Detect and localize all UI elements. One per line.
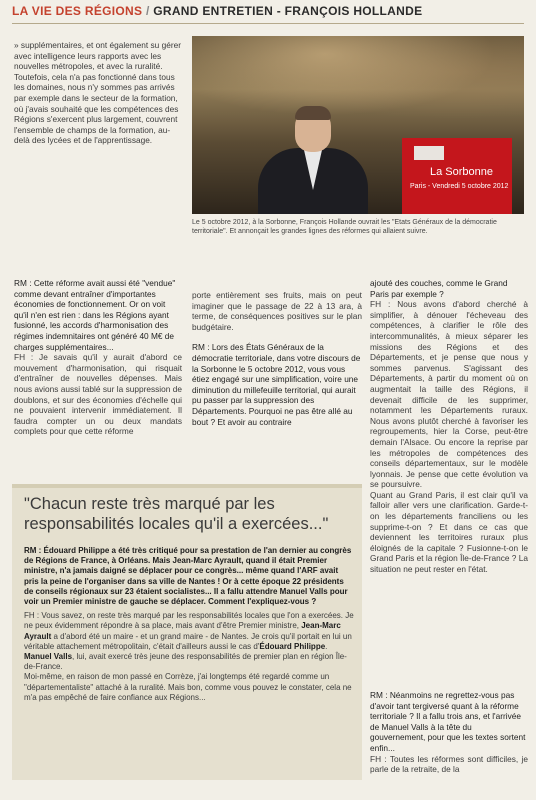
column-1-top bbox=[14, 40, 182, 146]
answer-continued: Quant au Grand Paris, il est clair qu'il va falloir aller vers une clarification. Garde-t-on les départements franciliens ou les supprime-t-on ? Et dans ce cas que deviennent les territoires ruraux plus éloignés de la capitale ? Fusionne-t-on le Grand Paris et la région Île-de-France ? La situation ne peut rester en l'état. bbox=[370, 489, 528, 575]
background-architecture bbox=[192, 36, 524, 126]
name-philippe: Édouard Philippe bbox=[259, 641, 326, 651]
box-top-rule bbox=[12, 484, 362, 488]
header-title: GRAND ENTRETIEN - FRANÇOIS HOLLANDE bbox=[153, 4, 423, 18]
paragraph: Toutefois, cela n'a pas fonctionné dans tous les domaines, nous n'y sommes pas arrivés par exemple dans le secteur de la formation, où j'avais souhaité que les compétences des Régions s'exercent plus largement, couvrent l'ensemble de champs de la formation, au-delà des lycées et de l'apprentissage. bbox=[14, 71, 179, 146]
answer-text: . bbox=[325, 641, 328, 651]
column-1-middle bbox=[14, 278, 182, 437]
paragraph: » supplémentaires, et ont également su gérer avec intelligence leurs rapports avec les nouvelles métropoles, et avec la ruralité. bbox=[14, 40, 181, 72]
question: RM : Cette réforme avait aussi été "vendue" comme devant entraîner d'importantes économies de fonctionnement. Or on voit qu'il n'en est rien : dans les Régions ayant fusionné, les accords d'harmonisation des régimes indemnitaires ont généré 40 M€ de charges supplémentaires... bbox=[14, 278, 176, 352]
box-body bbox=[24, 546, 354, 703]
lectern-date: Paris - Vendredi 5 octobre 2012 bbox=[410, 183, 509, 190]
question: ajouté des couches, comme le Grand Paris par exemple ? bbox=[370, 278, 508, 299]
box-answer bbox=[24, 611, 354, 672]
answer: FH : Je savais qu'il y aurait d'abord ce mouvement d'harmonisation, qui risquait d'entraîner de nouvelles dépenses. Mais nous avions aussi tablé sur la suppression de doublons, et sur des économies d'échelle qui ne pouvaient intervenir immédiatement. Il faudra compter un ou deux mandats complets pour que cette réforme bbox=[14, 352, 182, 437]
answer: FH : Toutes les réformes sont difficiles, je parle de la retraite, de la bbox=[370, 753, 528, 775]
box-question: RM : Édouard Philippe a été très critiqué pour sa prestation de l'an dernier au congrès de Régions de France, à Orléans. Mais Jean-Marc Ayrault, quand il était Premier ministre, n'a jamais daigné se déplacer pour ce congrès... même quand l'ARF avait pris la peine de l'organiser dans sa ville de Nantes ! Or à cette époque 22 présidents de conseils régionaux sur 23 étaient socialistes... Il a fallu attendre Manuel Valls pour voir un Premier ministre de gauche se déplacer. Comment l'expliquez-vous ? bbox=[24, 546, 352, 607]
lectern-logo bbox=[414, 146, 444, 160]
speaker-hair bbox=[295, 106, 331, 120]
section-label: LA VIE DES RÉGIONS bbox=[12, 4, 143, 18]
name-valls: Manuel Valls bbox=[24, 652, 73, 662]
column-2-middle bbox=[192, 290, 362, 427]
article-photo bbox=[192, 36, 524, 214]
question: RM : Lors des États Généraux de la démocratie territoriale, dans votre discours de la Sorbonne le 5 octobre 2012, vous vous étiez engagé sur une simplification, voire une diminution du millefeuille territorial, qui aurait pu passer par la suppression des Départements. Pourquoi ne pas être allé au bout ? Et avoir au contraire bbox=[192, 342, 361, 427]
name-ayrault: Jean-Marc Ayrault bbox=[24, 621, 341, 641]
answer-text: , lui, avait exercé très jeune des responsabilités de premier plan en région Île-de-France. bbox=[24, 652, 347, 672]
column-3-bottom bbox=[370, 690, 528, 775]
header-separator: / bbox=[142, 4, 154, 18]
photo-caption: Le 5 octobre 2012, à la Sorbonne, François Hollande ouvrait les "Etats Généraux de la démocratie territoriale". Et annonçait les grandes lignes des réformes qui allaient suivre. bbox=[192, 219, 497, 235]
lectern-title: La Sorbonne bbox=[430, 166, 493, 178]
box-title: "Chacun reste très marqué par les responsabilités locales qu'il a exercées..." bbox=[24, 495, 329, 533]
answer: FH : Nous avons d'abord cherché à simplifier, à dénouer l'écheveau des compétences, à clarifier le rôle des intercommunalités, à mieux séparer les missions des Régions et des Départements, et je pense que nous y sommes parvenus. S'agissant des Départements, à partir du moment où on augmentait la taille des Régions, il devenait difficile de les supprimer, notamment les Départements ruraux. Nous avons plutôt cherché à favoriser les regroupements, hier la Corse, peut-être demain l'Alsace. Ou encore la reprise par les métropoles de compétences des conseils départementaux, sur le modèle lyonnais. Je pense que cette évolution va se poursuivre. bbox=[370, 299, 528, 490]
answer: porte entièrement ses fruits, mais on peut imaginer que le passage de 22 à 13 ara, à terme, de conséquences positives sur le plan budgétaire. bbox=[192, 290, 362, 332]
answer-text: a d'abord été un maire - et un grand maire - de Nantes. Je crois qu'il portait en lui un véritable attachement métropolitain, c'était d'ailleurs aussi le cas d' bbox=[24, 631, 352, 651]
sidebar-box bbox=[12, 484, 362, 780]
box-answer-continued: Moi-même, en raison de mon passé en Corrèze, j'ai longtemps été regardé comme un "départementaliste" attaché à la ruralité. Mais bon, comme vous pouvez le constater, cela ne m'a pas empêché de faire confiance aux Régions... bbox=[24, 672, 352, 702]
column-3 bbox=[370, 278, 528, 575]
question: RM : Néanmoins ne regrettez-vous pas d'avoir tant tergiversé quant à la réforme territoriale ? Il a fallu trois ans, et l'arrivée de Manuel Valls à la tête du gouvernement, pour que les textes sortent enfin... bbox=[370, 690, 526, 753]
answer-text: FH : Vous savez, on reste très marqué par les responsabilités locales que l'on a exercées. Je ne peux évidemment répondre à sa place, mais avant d'être Premier ministre, bbox=[24, 611, 354, 631]
page-header bbox=[12, 4, 524, 24]
